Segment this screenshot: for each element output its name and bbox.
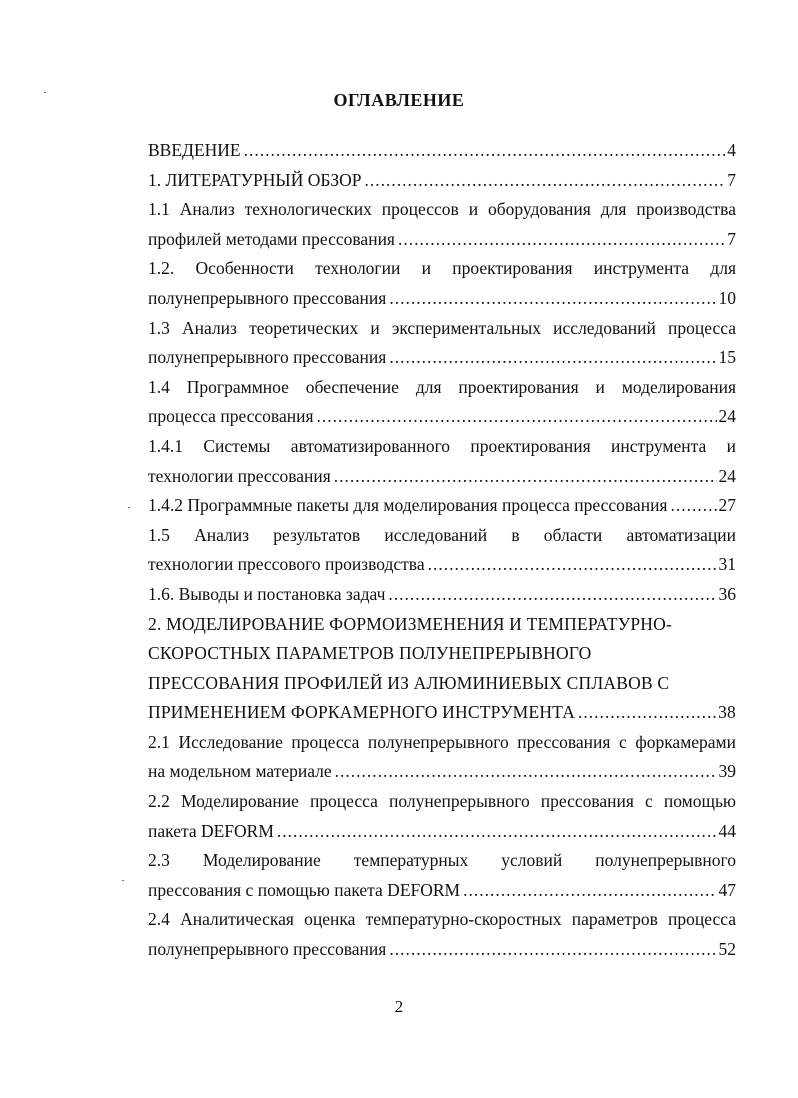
toc-entry-text: полунепрерывного прессования — [148, 939, 387, 960]
dot-leader — [334, 462, 717, 492]
toc-entry-text: ПРЕССОВАНИЯ ПРОФИЛЕЙ ИЗ АЛЮМИНИЕВЫХ СПЛАВОВ С — [148, 672, 670, 693]
dot-leader — [389, 284, 716, 314]
toc-entry-text: ВВЕДЕНИЕ — [148, 140, 241, 160]
dot-leader — [428, 550, 717, 580]
toc-entry-2-3 — [148, 876, 736, 906]
dot-leader — [335, 757, 717, 787]
scan-speck — [128, 507, 130, 508]
toc-entry-text: 1.2. Особенности технологии и проектирования инструмента для — [148, 258, 736, 279]
toc-entry-2-2 — [148, 817, 736, 847]
toc-entry-text: пакета DEFORM — [148, 820, 274, 841]
toc-entry-text: технологии прессового производства — [148, 554, 425, 575]
dot-leader — [244, 136, 726, 166]
page-number: 2 — [394, 997, 404, 1016]
toc-entry-1-1 — [148, 225, 736, 255]
toc-page-number: 27 — [718, 495, 736, 516]
toc-page-number: 39 — [718, 761, 736, 782]
dot-leader — [365, 166, 726, 196]
toc-entry-text: полунепрерывного прессования — [148, 287, 387, 308]
toc-entry-text: 1.6. Выводы и постановка задач — [148, 583, 386, 604]
toc-entry-1-4 — [148, 402, 736, 432]
toc-page-number: 47 — [718, 879, 736, 900]
dot-leader — [388, 580, 716, 610]
scan-speck — [122, 880, 124, 881]
scan-speck — [44, 92, 46, 93]
toc-page-number: 7 — [727, 228, 736, 249]
table-of-contents — [148, 136, 736, 965]
toc-entry-text: 1.1 Анализ технологических процессов и оборудования для производства — [148, 199, 736, 220]
toc-page-number: 24 — [718, 465, 736, 486]
toc-entry-text: 2.1 Исследование процесса полунепрерывного прессования с форкамерами — [148, 731, 736, 752]
toc-entry-text: 1.4.2 Программные пакеты для моделирования процесса прессования — [148, 495, 668, 516]
toc-entry-1-2 — [148, 284, 736, 314]
toc-entry-2 — [148, 698, 736, 728]
toc-entry-text: ПРИМЕНЕНИЕМ ФОРКАМЕРНОГО ИНСТРУМЕНТА — [148, 702, 576, 723]
dot-leader — [398, 225, 725, 255]
toc-entry-2-1 — [148, 757, 736, 787]
toc-page-number: 31 — [718, 554, 736, 575]
toc-entry-text: 1.5 Анализ результатов исследований в области автоматизации — [148, 524, 736, 545]
toc-entry-text: процесса прессования — [148, 406, 314, 427]
toc-entry-1-5 — [148, 550, 736, 580]
toc-entry-1 — [148, 166, 736, 196]
toc-entry-text: 2.3 Моделирование температурных условий полунепрерывного — [148, 850, 736, 871]
dot-leader — [277, 817, 717, 847]
page-title: ОГЛАВЛЕНИЕ — [333, 90, 465, 110]
toc-entry-1-4-2 — [148, 491, 736, 521]
toc-page-number: 15 — [718, 347, 736, 368]
dot-leader — [578, 698, 716, 728]
toc-entry-text: СКОРОСТНЫХ ПАРАМЕТРОВ ПОЛУНЕПРЕРЫВНОГО — [148, 643, 592, 664]
toc-entry-text: 1.3 Анализ теоретических и экспериментальных исследований процесса — [148, 317, 736, 338]
toc-page-number: 36 — [718, 583, 736, 604]
toc-page-number: 4 — [727, 140, 736, 160]
toc-entry-text: 2.4 Аналитическая оценка температурно-скоростных параметров процесса — [148, 909, 736, 930]
toc-page-number: 7 — [727, 169, 736, 190]
toc-entry-2-4 — [148, 935, 736, 965]
toc-entry-1-6 — [148, 580, 736, 610]
dot-leader — [463, 876, 716, 906]
dot-leader — [670, 491, 716, 521]
toc-entry-text: 1.4.1 Системы автоматизированного проектирования инструмента и — [148, 435, 736, 456]
toc-entry-text: на модельном материале — [148, 761, 332, 782]
toc-entry-text: 2.2 Моделирование процесса полунепрерывного прессования с помощью — [148, 791, 736, 812]
toc-entry-text: полунепрерывного прессования — [148, 347, 387, 368]
toc-page-number: 10 — [718, 287, 736, 308]
toc-page-number: 44 — [718, 820, 736, 841]
toc-entry-1-4-1 — [148, 462, 736, 492]
toc-page-number: 24 — [718, 406, 736, 427]
toc-page-number: 52 — [718, 939, 736, 960]
toc-entry-text: 1.4 Программное обеспечение для проектирования и моделирования — [148, 376, 736, 397]
toc-entry-text: технологии прессования — [148, 465, 331, 486]
toc-entry-text: 1. ЛИТЕРАТУРНЫЙ ОБЗОР — [148, 169, 362, 190]
dot-leader — [317, 402, 717, 432]
toc-entry-text: прессования с помощью пакета DEFORM — [148, 879, 461, 900]
dot-leader — [389, 343, 716, 373]
toc-entry-text: 2. МОДЕЛИРОВАНИЕ ФОРМОИЗМЕНЕНИЯ И ТЕМПЕРАТУРНО- — [148, 613, 672, 634]
toc-page-number: 38 — [718, 702, 736, 723]
dot-leader — [389, 935, 716, 965]
toc-entry-introduction — [148, 136, 736, 166]
toc-entry-text: профилей методами прессования — [148, 228, 395, 249]
toc-entry-1-3 — [148, 343, 736, 373]
